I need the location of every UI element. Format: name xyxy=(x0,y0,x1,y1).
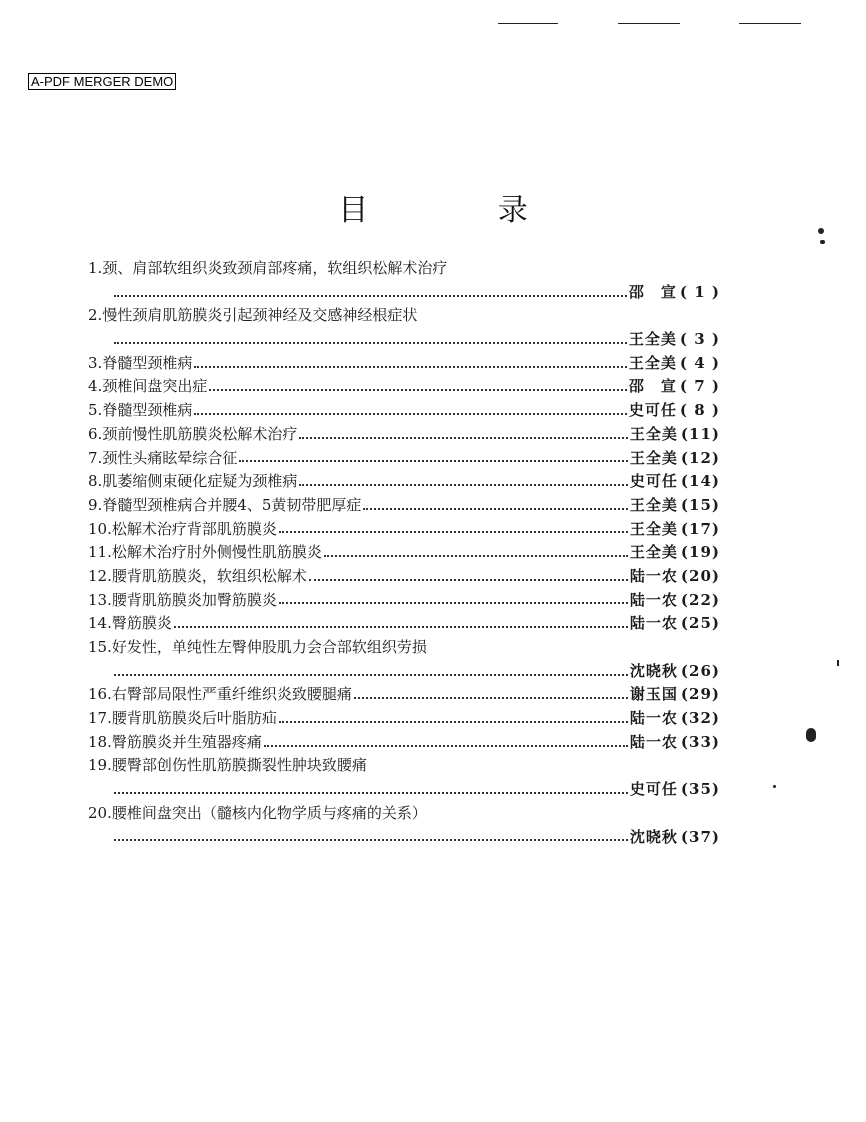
toc-entry xyxy=(88,423,720,447)
scan-speck xyxy=(818,228,824,234)
toc-entry-title: 松解术治疗背部肌筋膜炎 xyxy=(111,519,277,538)
toc-entry xyxy=(88,447,720,471)
toc-entry-page: (22) xyxy=(680,590,720,609)
toc-leader-dots xyxy=(239,460,628,462)
toc-entry-title: 腰背肌筋膜炎后叶脂肪疝 xyxy=(111,709,277,728)
toc-entry-continuation xyxy=(88,826,720,850)
toc-entry xyxy=(88,399,720,423)
toc-entry-author: 谢玉国 xyxy=(629,685,678,704)
toc-leader-dots xyxy=(299,484,628,486)
toc-entry-author: 沈晓秋 xyxy=(629,827,678,846)
toc-leader-dots xyxy=(114,674,628,676)
toc-entry xyxy=(88,375,720,399)
toc-entry-title: 好发性，单纯性左臀伸股肌力会合部软组织劳损 xyxy=(111,638,427,656)
toc-entry-page: (26) xyxy=(680,661,720,680)
header-rule-2 xyxy=(618,23,680,24)
toc-entry-page: ( 1 ) xyxy=(679,282,720,301)
toc-entry-author: 史可任 xyxy=(629,780,678,799)
toc-entry xyxy=(88,802,720,826)
toc-entry-author: 王全美 xyxy=(629,543,678,562)
toc-entry-continuation xyxy=(88,328,720,352)
toc-entry-title: 松解术治疗肘外侧慢性肌筋膜炎 xyxy=(111,543,322,562)
toc-entry-author: 史可任 xyxy=(628,401,677,420)
toc-entry-title: 颈前慢性肌筋膜炎松解术治疗 xyxy=(102,424,298,443)
toc-entry-title: 慢性颈肩肌筋膜炎引起颈神经及交感神经根症状 xyxy=(102,306,418,325)
toc-entry xyxy=(88,565,720,589)
toc-entry-title: 腰臀部创伤性肌筋膜撕裂性肿块致腰痛 xyxy=(111,756,367,775)
toc-entry-title: 肌萎缩侧束硬化症疑为颈椎病 xyxy=(102,472,298,491)
toc-entry-number: 8. xyxy=(88,472,103,491)
toc-leader-dots xyxy=(279,721,628,723)
toc-entry-title: 颈椎间盘突出症 xyxy=(102,377,208,396)
toc-entry-page: (37) xyxy=(680,827,720,846)
toc-entry-page: ( 3 ) xyxy=(679,330,720,349)
toc-entry-author: 王全美 xyxy=(628,330,677,349)
toc-leader-dots xyxy=(279,531,628,533)
toc-leader-dots xyxy=(363,508,628,510)
toc-entry-continuation xyxy=(88,778,720,802)
toc-entry xyxy=(88,731,720,755)
toc-entry-author: 陆一农 xyxy=(629,709,678,728)
toc-entry-author: 沈晓秋 xyxy=(629,661,678,680)
toc-entry-number: 4. xyxy=(88,377,103,396)
toc-entry xyxy=(88,470,720,494)
page-title: 目 录 xyxy=(338,193,588,228)
toc-entry-page: (20) xyxy=(680,566,720,585)
toc-entry xyxy=(88,257,720,281)
toc-leader-dots xyxy=(194,366,627,368)
table-of-contents xyxy=(88,257,720,849)
toc-leader-dots xyxy=(279,602,628,604)
toc-entry-number: 9. xyxy=(88,495,103,514)
toc-entry-number: 17. xyxy=(88,709,112,728)
toc-entry-author: 王全美 xyxy=(629,495,678,514)
toc-entry xyxy=(88,707,720,731)
toc-entry-number: 16. xyxy=(88,685,112,704)
toc-entry-number: 5. xyxy=(88,401,103,420)
toc-leader-dots xyxy=(209,389,627,391)
toc-entry xyxy=(88,494,720,518)
toc-entry-number: 7. xyxy=(88,448,103,467)
toc-entry-page: (12) xyxy=(680,448,720,467)
toc-entry-author: 王全美 xyxy=(628,353,677,372)
toc-leader-dots xyxy=(324,555,628,557)
toc-leader-dots xyxy=(114,295,627,297)
watermark-label: A-PDF MERGER DEMO xyxy=(28,73,176,90)
toc-entry-author: 王全美 xyxy=(629,448,678,467)
toc-entry-title: 右臀部局限性严重纤维织炎致腰腿痛 xyxy=(111,685,352,704)
toc-leader-dots xyxy=(264,745,628,747)
toc-entry-number: 14. xyxy=(88,614,112,633)
toc-entry-page: (15) xyxy=(680,495,720,514)
toc-leader-dots xyxy=(174,626,628,628)
toc-entry-number: 12. xyxy=(88,566,112,585)
toc-entry-continuation xyxy=(88,281,720,305)
toc-entry-number: 6. xyxy=(88,424,103,443)
toc-entry-title: 腰椎间盘突出（髓核内化物学质与疼痛的关系） xyxy=(111,803,427,822)
toc-entry-page: ( 7 ) xyxy=(679,377,720,396)
toc-entry-title: 颈、肩部软组织炎致颈肩部疼痛，软组织松解术治疗 xyxy=(102,259,448,277)
toc-entry-author: 陆一农 xyxy=(629,732,678,751)
toc-entry xyxy=(88,589,720,613)
toc-leader-dots xyxy=(309,579,628,581)
header-rule-1 xyxy=(498,23,558,24)
toc-entry-number: 2. xyxy=(88,306,103,325)
toc-entry-page: ( 8 ) xyxy=(679,401,720,420)
toc-leader-dots xyxy=(299,437,628,439)
scan-speck xyxy=(820,240,825,244)
toc-entry-author: 邵 宣 xyxy=(628,282,677,301)
toc-entry-page: (14) xyxy=(680,472,720,491)
toc-entry-page: (35) xyxy=(680,780,720,799)
toc-entry-title: 腰背肌筋膜炎加臀筋膜炎 xyxy=(111,590,277,609)
scan-speck xyxy=(837,660,839,666)
toc-entry-title: 颈性头痛眩晕综合征 xyxy=(102,448,238,467)
toc-entry xyxy=(88,304,720,328)
toc-leader-dots xyxy=(114,839,628,841)
toc-entry-title: 臀筋膜炎并生殖器疼痛 xyxy=(111,732,262,751)
toc-entry xyxy=(88,612,720,636)
toc-entry-author: 王全美 xyxy=(629,519,678,538)
toc-entry-page: ( 4 ) xyxy=(679,353,720,372)
toc-entry-author: 邵 宣 xyxy=(628,377,677,396)
toc-entry-page: (19) xyxy=(680,543,720,562)
toc-entry-number: 15. xyxy=(88,638,112,656)
toc-entry-page: (29) xyxy=(680,685,720,704)
toc-entry-author: 陆一农 xyxy=(629,566,678,585)
toc-entry-author: 陆一农 xyxy=(629,590,678,609)
toc-entry-title: 脊髓型颈椎病 xyxy=(102,401,193,420)
scan-speck xyxy=(773,785,776,788)
toc-entry xyxy=(88,541,720,565)
toc-entry-title: 腰背肌筋膜炎，软组织松解术 xyxy=(111,566,307,585)
toc-entry-author: 陆一农 xyxy=(629,614,678,633)
toc-entry xyxy=(88,754,720,778)
toc-entry-title: 臀筋膜炎 xyxy=(111,614,172,633)
toc-entry-number: 18. xyxy=(88,732,112,751)
toc-entry-number: 19. xyxy=(88,756,112,775)
toc-entry-number: 10. xyxy=(88,519,112,538)
header-rule-3 xyxy=(739,23,801,24)
toc-leader-dots xyxy=(114,342,627,344)
toc-entry-number: 3. xyxy=(88,353,103,372)
toc-leader-dots xyxy=(354,697,628,699)
toc-entry-title: 脊髓型颈椎病 xyxy=(102,353,193,372)
toc-entry-author: 王全美 xyxy=(629,424,678,443)
toc-entry-page: (17) xyxy=(680,519,720,538)
toc-entry-title: 脊髓型颈椎病合并腰4、5黄韧带肥厚症 xyxy=(102,495,362,514)
toc-entry-continuation xyxy=(88,660,720,684)
toc-entry-page: (33) xyxy=(680,732,720,751)
scan-speck xyxy=(806,728,816,742)
toc-entry-number: 20. xyxy=(88,803,112,822)
toc-entry-number: 13. xyxy=(88,590,112,609)
toc-entry-author: 史可任 xyxy=(629,472,678,491)
toc-entry xyxy=(88,683,720,707)
toc-leader-dots xyxy=(194,413,627,415)
toc-entry xyxy=(88,352,720,376)
toc-entry xyxy=(88,518,720,542)
toc-entry-number: 1. xyxy=(88,259,103,277)
toc-entry-page: (32) xyxy=(680,709,720,728)
toc-entry-page: (11) xyxy=(680,424,720,443)
toc-entry-page: (25) xyxy=(680,614,720,633)
toc-leader-dots xyxy=(114,792,628,794)
toc-entry-number: 11. xyxy=(88,543,112,562)
toc-entry xyxy=(88,636,720,660)
